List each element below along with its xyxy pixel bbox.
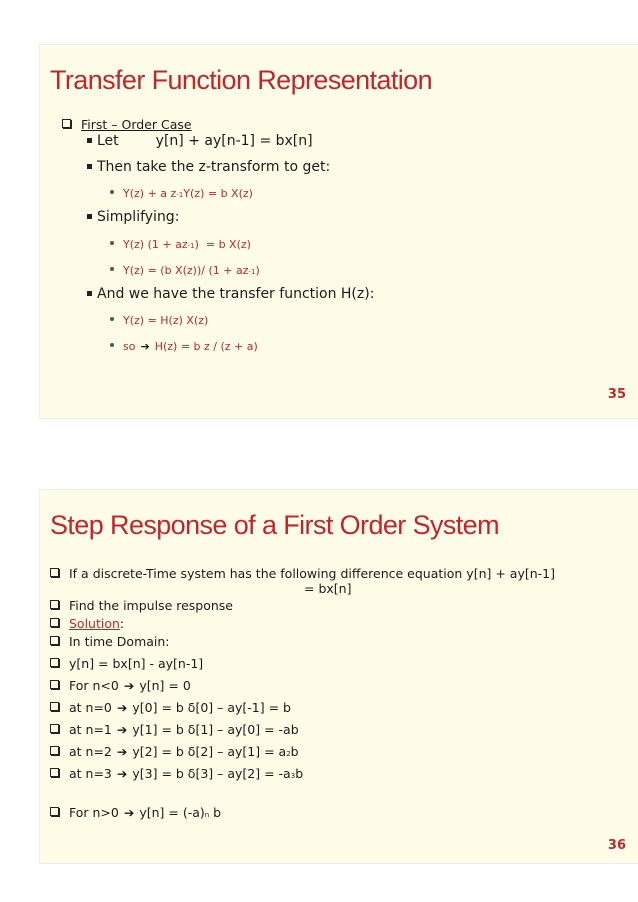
right-arrow-icon: ➔ [123, 678, 135, 693]
bullet-simplifying: Simplifying: [87, 209, 179, 225]
question-continuation: = bx[n] [304, 581, 352, 596]
dot-bullet-icon [110, 267, 114, 271]
page-number: 36 [607, 838, 626, 853]
slide-35 [39, 44, 638, 419]
checkbox-bullet-icon [50, 636, 59, 645]
slide-title: Transfer Function Representation [50, 65, 433, 95]
eq-z-transform: Y(z) + a z -1 Y(z) = b X(z) [110, 187, 253, 200]
bullet-find: Find the impulse response [50, 598, 233, 613]
eq-simplify-1: Y(z) (1 + az -1 ) = b X(z) [110, 238, 251, 251]
checkbox-bullet-icon [50, 807, 59, 816]
checkbox-bullet-icon [50, 680, 59, 689]
checkbox-bullet-icon [50, 746, 59, 755]
checkbox-bullet-icon [50, 768, 59, 777]
bullet-eq-main: y[n] = bx[n] - ay[n-1] [50, 656, 203, 671]
slide-36 [39, 489, 638, 864]
dot-bullet-icon [110, 343, 114, 347]
right-arrow-icon: ➔ [140, 340, 150, 353]
bullet-n-less-0: For n<0 ➔ y[n] = 0 [50, 678, 191, 693]
eq-tf-2: so ➔ H(z) = b z / (z + a) [110, 340, 258, 353]
right-arrow-icon: ➔ [116, 722, 128, 737]
bullet-n-3: at n=3 ➔ y[3] = b δ[3] – ay[2] = -a 3 b [50, 766, 303, 781]
bullet-n-0: at n=0 ➔ y[0] = b δ[0] – ay[-1] = b [50, 700, 291, 715]
bullet-time-domain: In time Domain: [50, 634, 170, 649]
bullet-n-2: at n=2 ➔ y[2] = b δ[2] – ay[1] = a 2 b [50, 744, 299, 759]
checkbox-bullet-icon [50, 702, 59, 711]
checkbox-bullet-icon [50, 600, 59, 609]
bullet-n-1: at n=1 ➔ y[1] = b δ[1] – ay[0] = -ab [50, 722, 299, 737]
square-bullet-icon [87, 214, 92, 219]
checkbox-bullet-icon [50, 618, 59, 627]
checkbox-bullet-icon [50, 724, 59, 733]
bullet-z-transform: Then take the z-transform to get: [87, 159, 330, 175]
square-bullet-icon [87, 138, 92, 143]
square-bullet-icon [87, 164, 92, 169]
eq-tf-1: Y(z) = H(z) X(z) [110, 314, 208, 327]
slide-title: Step Response of a First Order System [50, 510, 499, 540]
bullet-n-greater-0: For n>0 ➔ y[n] = (-a) n b [50, 805, 221, 820]
bullet-question: If a discrete-Time system has the following difference equation y[n] + ay[n-1] [50, 566, 555, 581]
bullet-transfer-function: And we have the transfer function H(z): [87, 286, 374, 302]
checkbox-bullet-icon [50, 568, 59, 577]
dot-bullet-icon [110, 241, 114, 245]
dot-bullet-icon [110, 190, 114, 194]
page-number: 35 [607, 387, 626, 402]
bullet-first-order-case: First – Order Case [62, 117, 192, 132]
right-arrow-icon: ➔ [116, 766, 128, 781]
bullet-let: Let y[n] + ay[n-1] = bx[n] [87, 133, 313, 149]
right-arrow-icon: ➔ [116, 744, 128, 759]
eq-simplify-2: Y(z) = (b X(z))/ (1 + az -1 ) [110, 264, 260, 277]
square-bullet-icon [87, 291, 92, 296]
right-arrow-icon: ➔ [123, 805, 135, 820]
checkbox-bullet-icon [62, 119, 71, 128]
bullet-solution: Solution : [50, 616, 124, 631]
right-arrow-icon: ➔ [116, 700, 128, 715]
dot-bullet-icon [110, 317, 114, 321]
checkbox-bullet-icon [50, 658, 59, 667]
